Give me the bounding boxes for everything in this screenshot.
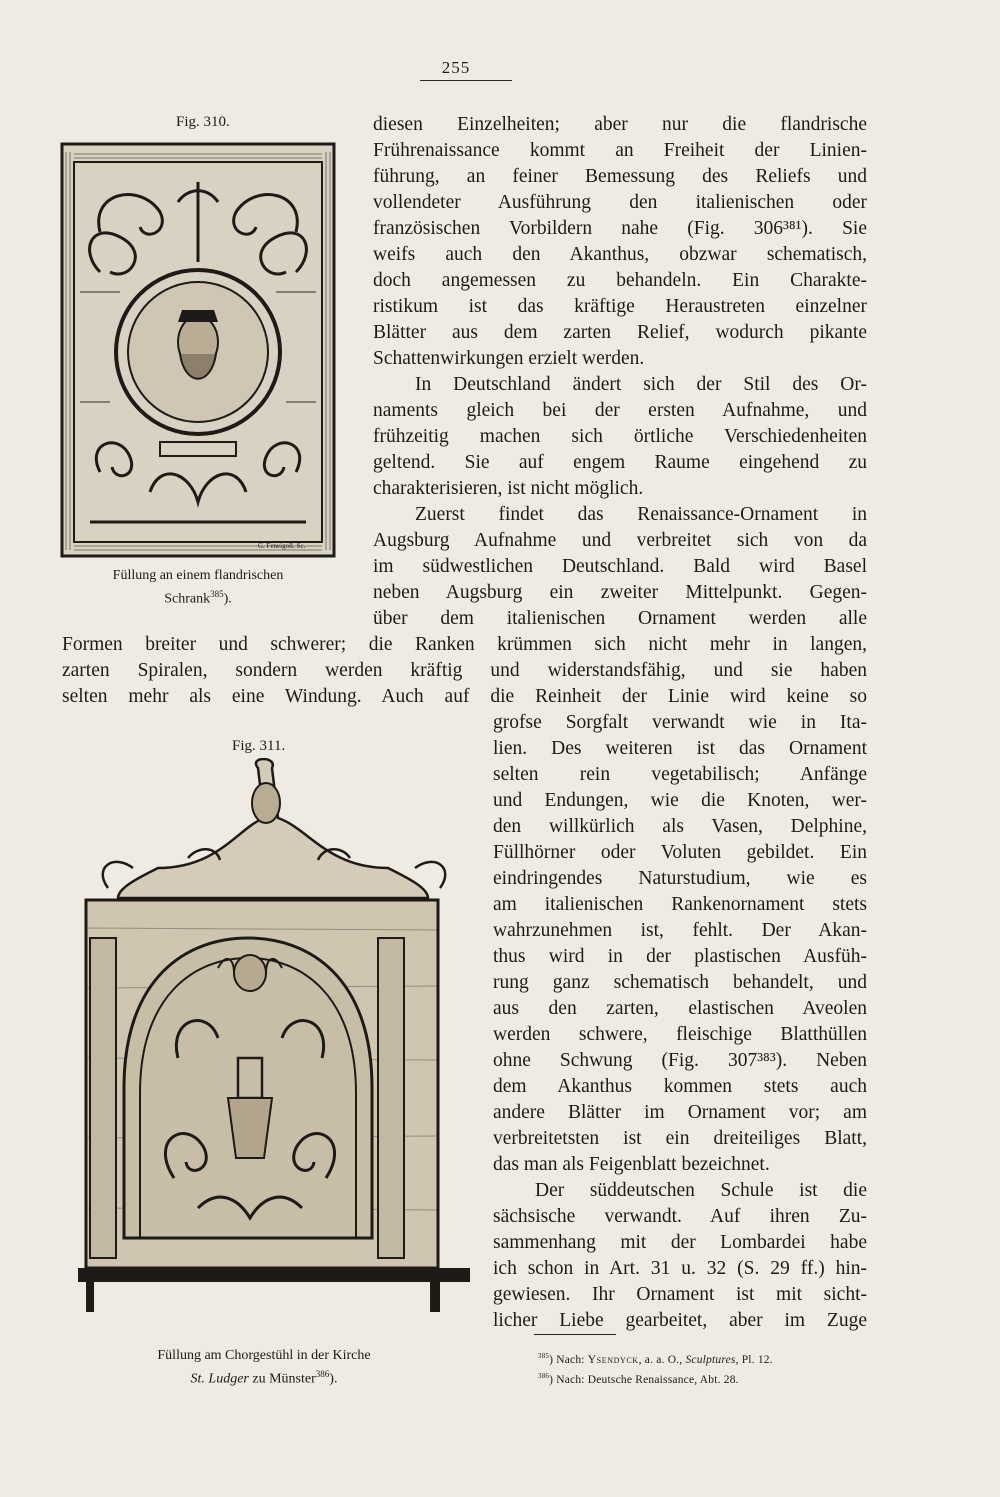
body-line: wahrzunehmen ist, fehlt. Der Akan- — [493, 920, 867, 941]
body-line: sächsische verwandt. Auf ihren Zu- — [493, 1206, 867, 1227]
body-line: diesen Einzelheiten; aber nur die flandrische — [373, 114, 867, 135]
body-line: im südwestlichen Deutschland. Bald wird Basel — [373, 556, 867, 577]
body-line: verbreitetsten ist ein dreiteiliges Blatt, — [493, 1128, 867, 1149]
body-line: eindringendes Naturstudium, wie es — [493, 868, 867, 889]
body-line: Frührenaissance kommt an Freiheit der Linien- — [373, 140, 867, 161]
body-line: dem Akanthus kommen stets auch — [493, 1076, 867, 1097]
body-line: selten mehr als eine Windung. Auch auf die Reinheit der Linie wird keine so — [62, 686, 867, 707]
body-line: aus den zarten, elastischen Aveolen — [493, 998, 867, 1019]
figure-310-caption-line1: Füllung an einem flandrischen — [112, 568, 284, 583]
page-number: 255 — [441, 58, 471, 77]
body-line: über dem italienischen Ornament werden alle — [373, 608, 867, 629]
body-line: zarten Spiralen, sondern werden kräftig und widerstandsfähig, und sie haben — [62, 660, 867, 681]
body-line: selten rein vegetabilisch; Anfänge — [493, 764, 867, 785]
footnote-rule — [534, 1334, 616, 1335]
body-line: rung ganz schematisch behandelt, und — [493, 972, 867, 993]
body-line: Zuerst findet das Renaissance-Ornament in — [415, 504, 867, 525]
body-line: licher Liebe gearbeitet, aber im Zuge — [493, 1310, 867, 1331]
body-line: französischen Vorbildern nahe (Fig. 306³⁸¹). Sie — [373, 218, 867, 239]
figure-310-caption-line2: Schrank$^{385}$). — [164, 589, 232, 607]
body-line: naments gleich bei der ersten Aufnahme, und — [373, 400, 867, 421]
body-line: ristikum ist das kräftige Heraustreten einzelner — [373, 296, 867, 317]
footnote-386: $^{386}$) Nach: Deutsche Renaissance, Abt. 28. — [538, 1372, 739, 1386]
footnote-385: $^{385}$) Nach: Ysendyck, a. a. O., Sculptures, Pl. 12. — [538, 1352, 773, 1366]
body-line: Der süddeutschen Schule ist die — [535, 1180, 867, 1201]
body-line: andere Blätter im Ornament vor; am — [493, 1102, 867, 1123]
figure-311-caption-line1: Füllung am Chorgestühl in der Kirche — [157, 1348, 371, 1363]
page-number-rule — [420, 80, 512, 81]
body-line: Schattenwirkungen erzielt werden. — [373, 348, 645, 369]
body-line: und Endungen, wie die Knoten, wer- — [493, 790, 867, 811]
body-line: ich schon in Art. 31 u. 32 (S. 29 ff.) hin- — [493, 1258, 867, 1279]
body-line: Formen breiter und schwerer; die Ranken krümmen sich nicht mehr in langen, — [62, 634, 867, 655]
body-line: den willkürlich als Vasen, Delphine, — [493, 816, 867, 837]
body-line: das man als Feigenblatt bezeichnet. — [493, 1154, 770, 1175]
figure-311-image — [78, 758, 470, 1318]
body-line: grofse Sorgfalt verwandt wie in Ita- — [493, 712, 867, 733]
body-line: weifs auch den Akanthus, obzwar schematisch, — [373, 244, 867, 265]
body-line: thus wird in der plastischen Ausfüh- — [493, 946, 867, 967]
body-line: charakterisieren, ist nicht möglich. — [373, 478, 644, 499]
figure-310-image — [60, 142, 336, 558]
figure-310-label: Fig. 310. — [176, 114, 230, 130]
body-line: lien. Des weiteren ist das Ornament — [493, 738, 867, 759]
body-line: sammenhang mit der Lombardei habe — [493, 1232, 867, 1253]
body-line: ohne Schwung (Fig. 307³⁸³). Neben — [493, 1050, 867, 1071]
body-line: gewiesen. Ihr Ornament ist mit sicht- — [493, 1284, 867, 1305]
figure-311-caption — [78, 1346, 450, 1389]
engraver-signature: G. Feneigoll. Sc. — [258, 542, 306, 550]
figure-311-caption-line2: St. Ludger zu Münster$^{386}$). — [190, 1369, 338, 1387]
body-line: Augsburg Aufnahme und verbreitet sich von da — [373, 530, 867, 551]
body-line: doch angemessen zu behandeln. Ein Charakte- — [373, 270, 867, 291]
body-line: vollendeter Ausführung den italienischen oder — [373, 192, 867, 213]
body-line: Blätter aus dem zarten Relief, wodurch pikante — [373, 322, 867, 343]
body-line: frühzeitig machen sich örtliche Verschiedenheiten — [373, 426, 867, 447]
figure-311-label: Fig. 311. — [232, 738, 286, 754]
body-line: werden schwere, fleischige Blatthüllen — [493, 1024, 867, 1045]
body-line: am italienischen Rankenornament stets — [493, 894, 867, 915]
body-line: Füllhörner oder Voluten gebildet. Ein — [493, 842, 867, 863]
body-line: In Deutschland ändert sich der Stil des Or- — [415, 374, 867, 395]
body-line: führung, an feiner Bemessung des Reliefs und — [373, 166, 867, 187]
body-line: geltend. Sie auf engem Raume eingehend zu — [373, 452, 867, 473]
body-line: neben Augsburg ein zweiter Mittelpunkt. Gegen- — [373, 582, 867, 603]
figure-310-caption — [60, 566, 336, 609]
